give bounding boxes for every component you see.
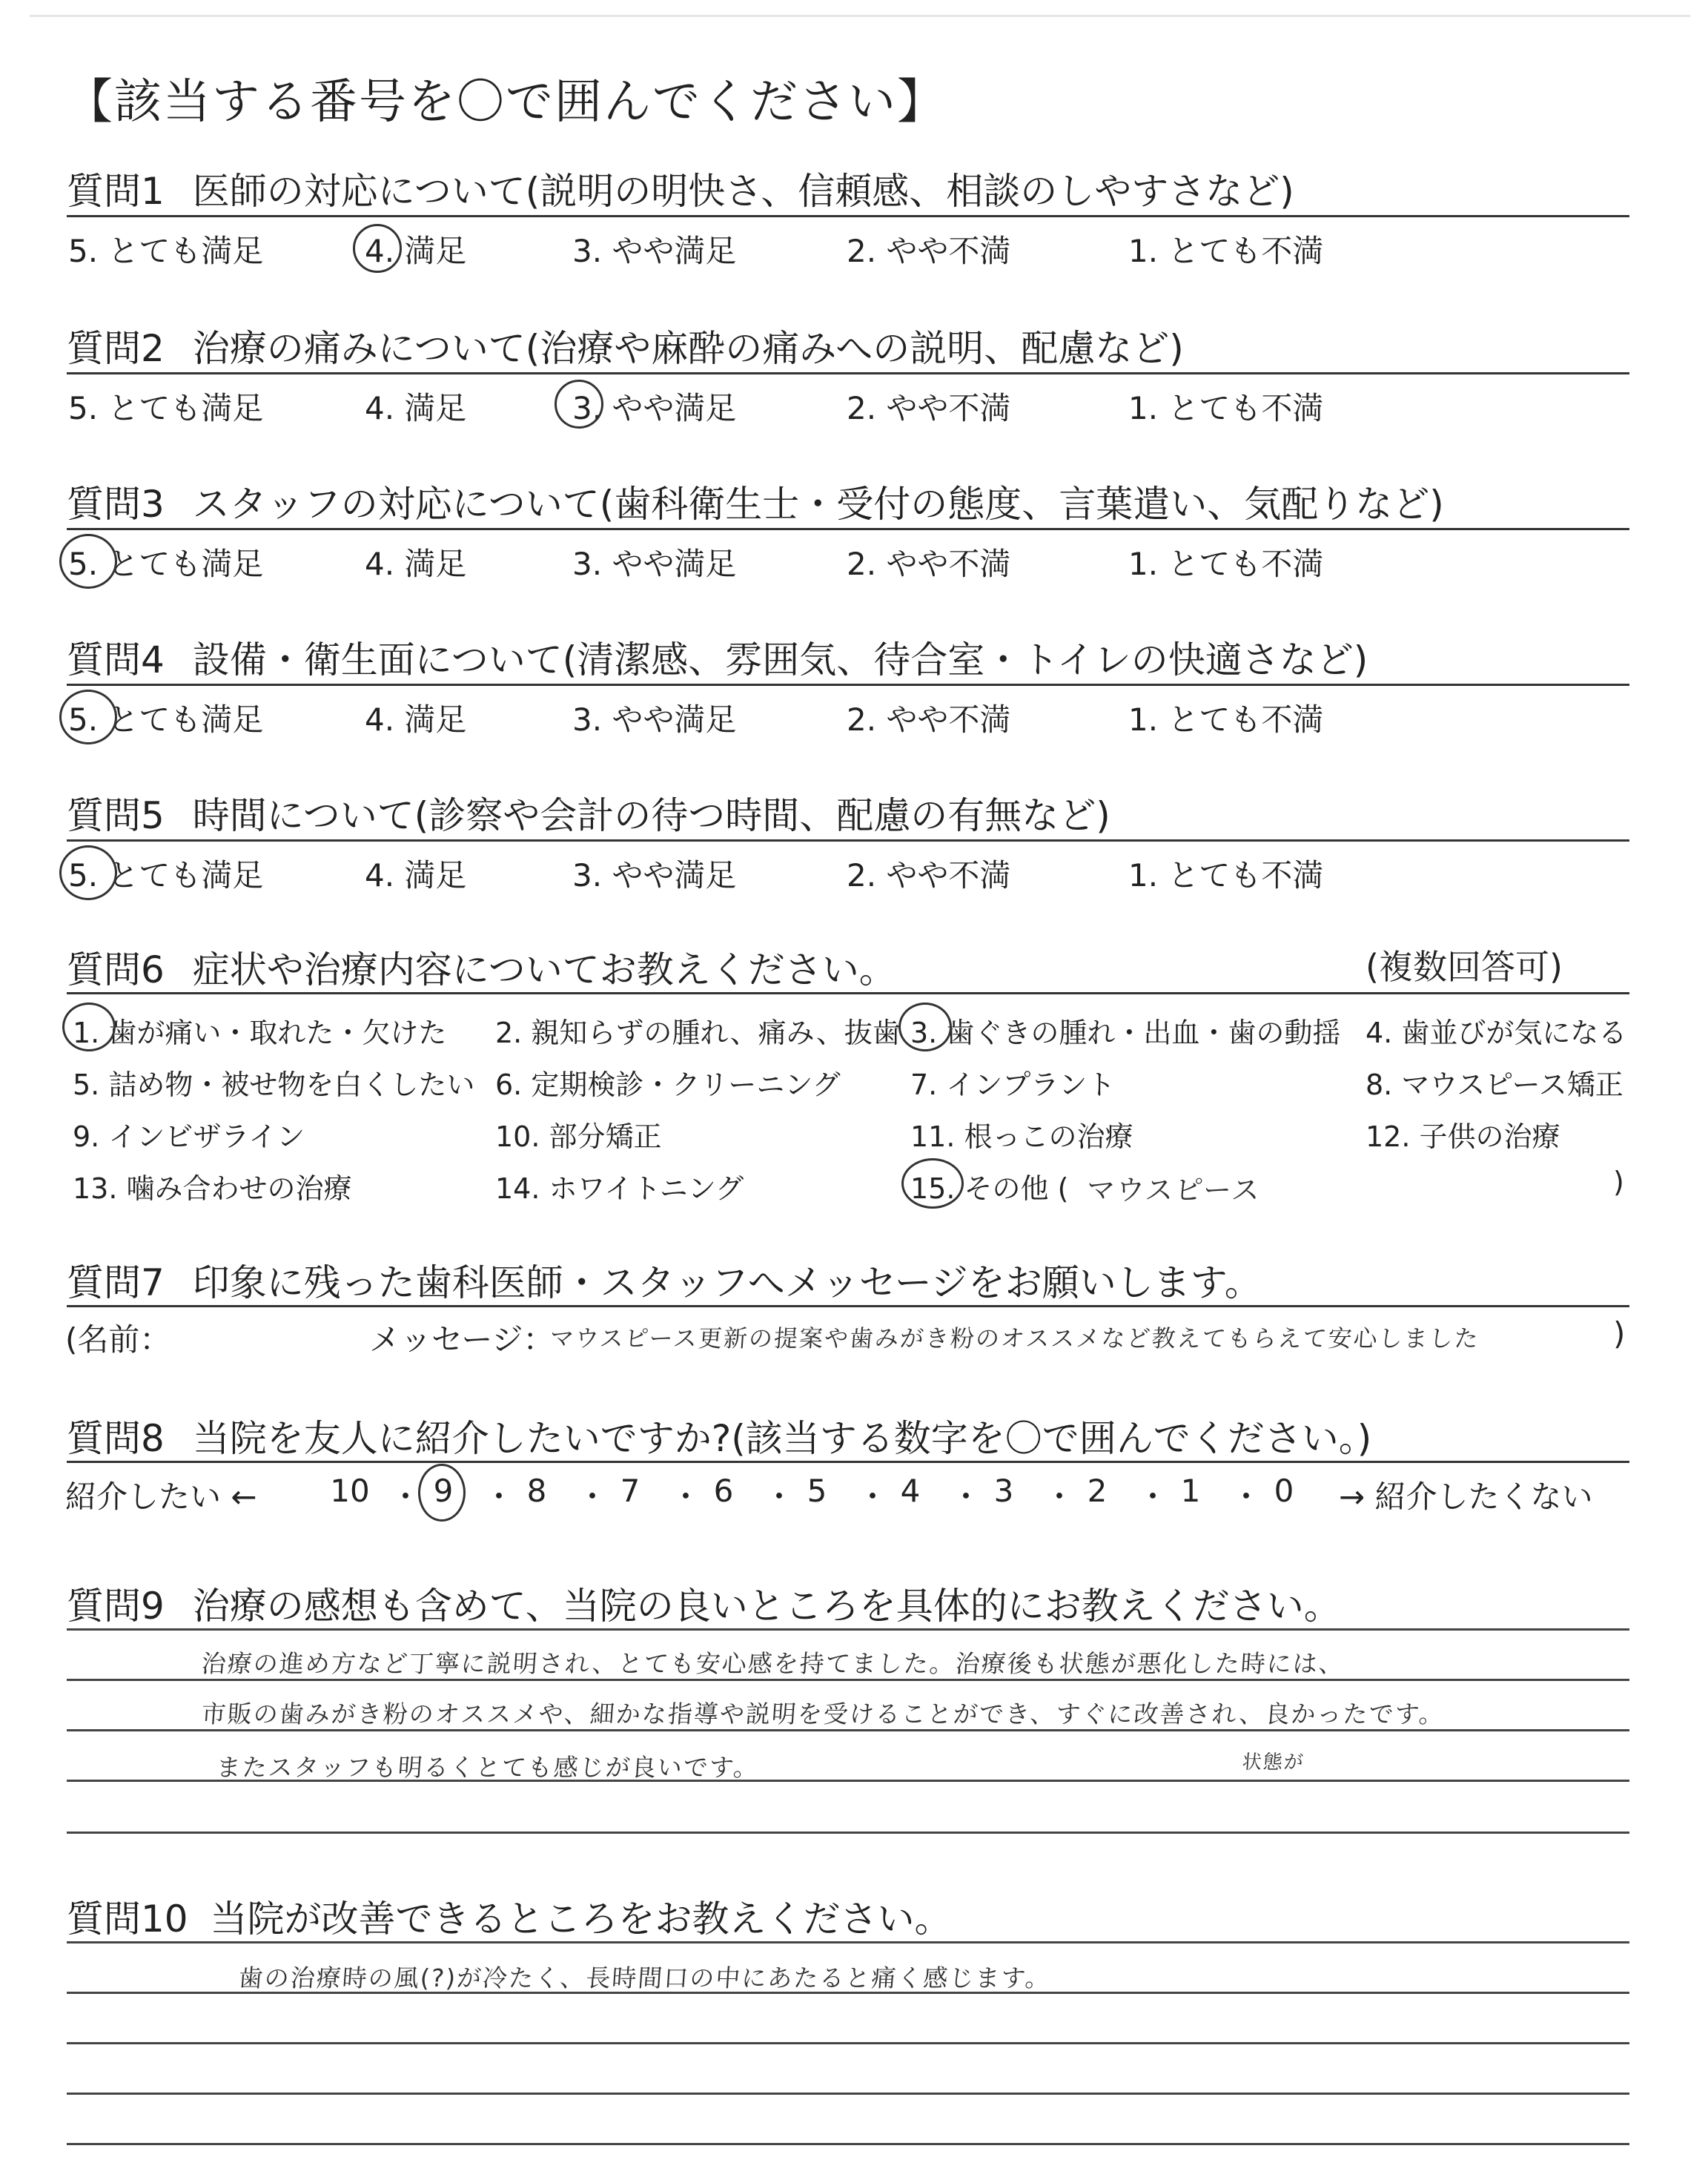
question-rule xyxy=(67,1305,1629,1307)
q5-option-2[interactable]: 2. やや不満 xyxy=(847,857,1011,894)
message-label: メッセージ： xyxy=(369,1321,555,1358)
question-text: 医師の対応について(説明の明快さ、信頼感、相談のしやすさなど) xyxy=(192,170,1294,213)
q6-option-8[interactable]: 8. マウスピース矯正 xyxy=(1366,1069,1623,1101)
answer-circle xyxy=(59,534,117,589)
message-handwriting: マウスピース更新の提案や歯みがき粉のオススメなど教えてもらえて安心しました xyxy=(549,1324,1481,1353)
q3-option-1[interactable]: 1. とても不満 xyxy=(1128,546,1324,582)
answer-circle xyxy=(59,845,117,900)
q9-handwriting-line-3: またスタッフも明るくとても感じが良いです。 xyxy=(215,1753,761,1782)
q6-other-close-paren: ) xyxy=(1613,1166,1624,1198)
question-rule xyxy=(67,1461,1629,1463)
scale-separator: ・ xyxy=(1137,1479,1169,1515)
question-label: 質問4 xyxy=(67,638,165,681)
q9-handwriting-insert: 状態が xyxy=(1241,1751,1305,1774)
answer-circle xyxy=(62,1003,116,1051)
answer-circle xyxy=(901,1158,964,1209)
answer-circle xyxy=(418,1464,466,1522)
answer-line xyxy=(67,1832,1629,1834)
question-text: スタッフの対応について(歯科衛生士・受付の態度、言葉遣い、気配りなど) xyxy=(192,483,1444,526)
question-rule xyxy=(67,528,1629,530)
recommend-option-3[interactable]: 3 xyxy=(993,1473,1014,1509)
q4-option-5[interactable]: 5. とても満足 xyxy=(68,701,264,738)
scale-separator: ・ xyxy=(857,1479,889,1515)
q6-option-1[interactable]: 1. 歯が痛い・取れた・欠けた xyxy=(73,1017,447,1049)
question-text: 当院を友人に紹介したいですか?(該当する数字を〇で囲んでください。) xyxy=(192,1417,1372,1460)
question-rule xyxy=(67,372,1629,374)
answer-line xyxy=(67,2093,1629,2095)
q2-option-4[interactable]: 4. 満足 xyxy=(365,390,467,426)
question-label: 質問8 xyxy=(67,1417,165,1460)
scale-separator: ・ xyxy=(1231,1479,1262,1515)
recommend-option-5[interactable]: 5 xyxy=(807,1473,827,1509)
q2-option-2[interactable]: 2. やや不満 xyxy=(847,390,1011,426)
question-text: 治療の痛みについて(治療や麻酔の痛みへの説明、配慮など) xyxy=(192,327,1184,370)
q2-option-5[interactable]: 5. とても満足 xyxy=(68,390,264,426)
question-rule xyxy=(67,992,1629,994)
q1-option-4[interactable]: 4. 満足 xyxy=(365,233,467,269)
question-label: 質問9 xyxy=(67,1585,165,1628)
question-text: 印象に残った歯科医師・スタッフへメッセージをお願いします。 xyxy=(192,1261,1262,1304)
scale-separator: ・ xyxy=(390,1479,422,1515)
scale-separator: ・ xyxy=(670,1479,702,1515)
q1-option-3[interactable]: 3. やや満足 xyxy=(572,233,737,269)
q6-option-9[interactable]: 9. インビザライン xyxy=(73,1120,305,1153)
answer-line xyxy=(67,2143,1629,2145)
page-title: 【該当する番号を〇で囲んでください】 xyxy=(65,75,946,130)
answer-line xyxy=(67,2042,1629,2044)
recommend-option-9[interactable]: 9 xyxy=(433,1473,454,1509)
recommend-option-4[interactable]: 4 xyxy=(900,1473,921,1509)
q10-handwriting-line-1: 歯の治療時の風(?)が冷たく、長時間口の中にあたると痛く感じます。 xyxy=(237,1964,1053,1992)
q1-option-2[interactable]: 2. やや不満 xyxy=(847,233,1011,269)
recommend-option-0[interactable]: 0 xyxy=(1274,1473,1294,1509)
question-8 xyxy=(67,1409,1371,1462)
scale-separator: ・ xyxy=(1044,1479,1076,1515)
answer-circle xyxy=(353,224,402,273)
q6-option-3[interactable]: 3. 歯ぐきの腫れ・出血・歯の動揺 xyxy=(910,1017,1341,1049)
q1-option-5[interactable]: 5. とても満足 xyxy=(68,233,264,269)
recommend-option-8[interactable]: 8 xyxy=(526,1473,547,1509)
recommend-left-label: 紹介したい ← xyxy=(65,1479,257,1515)
question-text: 時間について(診察や会計の待つ時間、配慮の有無など) xyxy=(192,794,1110,837)
q1-option-1[interactable]: 1. とても不満 xyxy=(1128,233,1324,269)
question-6 xyxy=(67,940,896,994)
q6-option-13[interactable]: 13. 噛み合わせの治療 xyxy=(73,1172,352,1205)
q9-handwriting-line-1: 治療の進め方など丁寧に説明され、とても安心感を持てました。治療後も状態が悪化した時には、 xyxy=(200,1649,1346,1678)
multiple-answer-note: (複数回答可) xyxy=(1366,947,1563,987)
q6-option-6[interactable]: 6. 定期検診・クリーニング xyxy=(495,1069,841,1101)
question-text: 設備・衛生面について(清潔感、雰囲気、待合室・トイレの快適さなど) xyxy=(192,638,1368,681)
question-label: 質問10 xyxy=(67,1898,188,1941)
question-label: 質問1 xyxy=(67,170,165,213)
question-7 xyxy=(67,1253,1262,1307)
scale-separator: ・ xyxy=(764,1479,795,1515)
q4-option-4[interactable]: 4. 満足 xyxy=(365,701,467,738)
q2-option-1[interactable]: 1. とても不満 xyxy=(1128,390,1324,426)
question-2 xyxy=(67,319,1184,372)
q9-handwriting-line-2: 市販の歯みがき粉のオススメや、細かな指導や説明を受けることができ、すぐに改善され、良かったです。 xyxy=(200,1700,1446,1728)
recommend-option-7[interactable]: 7 xyxy=(620,1473,640,1509)
question-5 xyxy=(67,786,1110,839)
q6-option-12[interactable]: 12. 子供の治療 xyxy=(1366,1120,1560,1153)
q4-option-3[interactable]: 3. やや満足 xyxy=(572,701,737,738)
question-label: 質問5 xyxy=(67,794,165,837)
q6-other-text: マウスピース xyxy=(1085,1174,1262,1206)
q5-option-1[interactable]: 1. とても不満 xyxy=(1128,857,1324,894)
question-10 xyxy=(67,1889,952,1943)
question-9 xyxy=(67,1576,1341,1630)
answer-circle xyxy=(898,1003,952,1051)
question-rule xyxy=(67,215,1629,217)
question-text: 治療の感想も含めて、当院の良いところを具体的にお教えください。 xyxy=(192,1585,1341,1628)
q6-option-15[interactable]: 15. その他 ( xyxy=(910,1172,1069,1205)
question-4 xyxy=(67,630,1368,684)
question-label: 質問7 xyxy=(67,1261,165,1304)
scale-separator: ・ xyxy=(483,1479,515,1515)
question-rule xyxy=(67,684,1629,686)
q6-option-5[interactable]: 5. 詰め物・被せ物を白くしたい xyxy=(73,1069,475,1101)
question-3 xyxy=(67,475,1444,528)
recommend-option-1[interactable]: 1 xyxy=(1180,1473,1201,1509)
q6-option-7[interactable]: 7. インプラント xyxy=(910,1069,1116,1101)
answer-line xyxy=(67,1628,1629,1631)
q6-option-11[interactable]: 11. 根っこの治療 xyxy=(910,1120,1133,1153)
question-text: 当院が改善できるところをお教えください。 xyxy=(210,1898,952,1941)
scale-separator: ・ xyxy=(950,1479,982,1515)
q5-option-5[interactable]: 5. とても満足 xyxy=(68,857,264,894)
q6-option-2[interactable]: 2. 親知らずの腫れ、痛み、抜歯 xyxy=(495,1017,901,1049)
scale-separator: ・ xyxy=(577,1479,609,1515)
q6-option-10[interactable]: 10. 部分矯正 xyxy=(495,1120,662,1153)
q6-option-4[interactable]: 4. 歯並びが気になる xyxy=(1366,1017,1627,1049)
question-label: 質問6 xyxy=(67,948,165,991)
answer-line xyxy=(67,1941,1629,1943)
question-rule xyxy=(67,839,1629,842)
q5-option-4[interactable]: 4. 満足 xyxy=(365,857,467,894)
question-1 xyxy=(67,162,1294,215)
q5-option-3[interactable]: 3. やや満足 xyxy=(572,857,737,894)
q4-option-2[interactable]: 2. やや不満 xyxy=(847,701,1011,738)
answer-circle xyxy=(59,690,117,744)
recommend-option-6[interactable]: 6 xyxy=(713,1473,734,1509)
recommend-option-10[interactable]: 10 xyxy=(330,1473,370,1509)
q3-option-5[interactable]: 5. とても満足 xyxy=(68,546,264,582)
question-label: 質問2 xyxy=(67,327,165,370)
top-edge-line xyxy=(30,15,1690,17)
recommend-right-label: → 紹介したくない xyxy=(1339,1479,1593,1515)
q3-option-2[interactable]: 2. やや不満 xyxy=(847,546,1011,582)
q2-option-3[interactable]: 3. やや満足 xyxy=(572,390,737,426)
question-text: 症状や治療内容についてお教えください。 xyxy=(192,948,896,991)
name-label: (名前： xyxy=(65,1321,171,1358)
q6-option-14[interactable]: 14. ホワイトニング xyxy=(495,1172,744,1205)
q3-option-3[interactable]: 3. やや満足 xyxy=(572,546,737,582)
q4-option-1[interactable]: 1. とても不満 xyxy=(1128,701,1324,738)
question-label: 質問3 xyxy=(67,483,165,526)
recommend-option-2[interactable]: 2 xyxy=(1087,1473,1108,1509)
message-close-paren: ) xyxy=(1613,1315,1626,1352)
q3-option-4[interactable]: 4. 満足 xyxy=(365,546,467,582)
answer-circle xyxy=(555,380,603,429)
